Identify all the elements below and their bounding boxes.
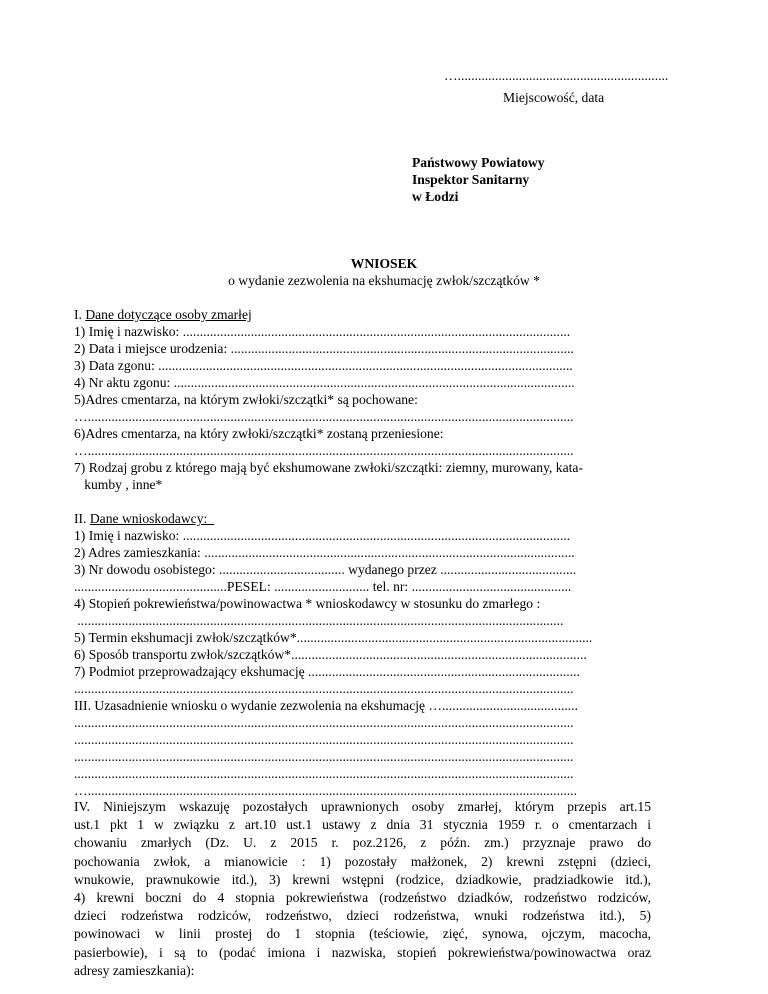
s2-line: 5) Termin ekshumacji zwłok/szczątków*....................................................................................... xyxy=(74,630,593,645)
document-title: WNIOSEK xyxy=(350,256,418,271)
s1-line: 5)Adres cmentarza, na którym zwłoki/szczątki* są pochowane: xyxy=(74,392,418,407)
s3-line: ................................................................................................................................................... xyxy=(74,766,574,781)
section-4-paragraph xyxy=(74,798,651,980)
s1-line: 7) Rodzaj grobu z którego mają być ekshumowane zwłoki/szczątki: ziemny, murowany, kata- xyxy=(74,460,583,475)
s4-line: adresy zamieszkania): xyxy=(74,962,195,978)
s4-line: 4) krewni boczni do 4 stopnia pokrewieństwa (rodzeństwo dziadków, rodzeństwo rodziców, xyxy=(74,890,651,906)
s4-line: pasierbowie), i są to (podać imiona i nazwiska, stopień pokrewieństwa/powinowactwa oraz xyxy=(74,944,651,960)
s3-heading-line: III. Uzasadnienie wniosku o wydanie zezwolenia na ekshumację …........................................ xyxy=(74,698,578,713)
s1-line: kumby , inne* xyxy=(74,477,163,492)
place-date-label: Miejscowość, data xyxy=(503,90,605,105)
s2-line: ............................................................................................................................................... xyxy=(74,613,564,628)
s3-line: ................................................................................................................................................... xyxy=(74,749,574,764)
s2-line: .............................................PESEL: ............................ tel. nr: ............................................... xyxy=(74,579,572,594)
s4-line: dzieci rodzeństwa rodziców, rodzeństwo, dzieci rodzeństwa, wnuki rodzeństwa itd.), 5) xyxy=(74,908,651,924)
s1-line: 3) Data zgonu: .......................................................................................................................... xyxy=(74,358,573,373)
s2-line: 1) Imię i nazwisko: .................................................................................................................. xyxy=(74,528,571,543)
section-1-heading xyxy=(74,306,252,323)
section-2-heading xyxy=(74,510,214,527)
s1-line: …............................................................................................................................................... xyxy=(74,443,574,458)
s2-line: 4) Stopień pokrewieństwa/powinowactwa * wnioskodawcy w stosunku do zmarłego : xyxy=(74,596,541,611)
s4-line: chowaniu zmarłych (Dz. U. z 2015 r. poz.2126, z późn. zm.) przyznaje prawo do xyxy=(74,835,651,851)
s2-line: 3) Nr dowodu osobistego: ..................................... wydanego przez ........................................ xyxy=(74,562,577,577)
section-2-title: Dane wnioskodawcy: xyxy=(89,511,215,526)
recipient-line-2: Inspektor Sanitarny xyxy=(412,172,530,187)
document-subtitle: o wydanie zezwolenia na ekshumację zwłok/szczątków * xyxy=(228,273,540,288)
s1-line: …............................................................................................................................................... xyxy=(74,409,574,424)
s4-line: IV. Niniejszym wskazuję pozostałych uprawnionych osoby zmarłej, którym przepis art.15 xyxy=(74,799,651,814)
s4-line: powinowaci w linii prostej do 1 stopnia (teściowie, zięć, synowa, ojczym, macocha, xyxy=(74,926,651,942)
recipient-line-1: Państwowy Powiatowy xyxy=(412,155,545,170)
s2-line: 2) Adres zamieszkania: ............................................................................................................. xyxy=(74,545,575,560)
s4-line: wnukowie, prawnukowie itd.), 3) krewni wstępni (rodzice, dziadkowie, pradziadkowie itd.), xyxy=(74,871,651,887)
recipient-line-3: w Łodzi xyxy=(412,189,459,204)
place-date-dots: ….............................................................. xyxy=(444,68,669,83)
section-2-number: II. xyxy=(74,511,90,526)
s2-line: 7) Podmiot przeprowadzający ekshumację ................................................................................ xyxy=(74,664,580,679)
s3-line: …................................................................................................................................................ xyxy=(74,783,577,798)
s4-line: pochowania zwłok, a mianowicie : 1) pozostały małżonek, 2) krewni zstępni (dzieci, xyxy=(74,853,651,869)
s2-line: ................................................................................................................................................... xyxy=(74,681,574,696)
s4-line: ust.1 pkt 1 w związku z art.10 ust.1 ustawy z dnia 31 stycznia 1959 r. o cmentarzach i xyxy=(74,817,651,833)
s3-line: ................................................................................................................................................... xyxy=(74,732,574,747)
s2-line: 6) Sposób transportu zwłok/szczątków*....................................................................................... xyxy=(74,647,587,662)
s1-line: 4) Nr aktu zgonu: ...................................................................................................................... xyxy=(74,375,575,390)
s1-line: 1) Imię i nazwisko: .................................................................................................................. xyxy=(74,324,571,339)
s1-line: 6)Adres cmentarza, na który zwłoki/szczątki* zostaną przeniesione: xyxy=(74,426,444,441)
section-1-number: I. xyxy=(74,307,86,322)
section-1-title: Dane dotyczące osoby zmarłej xyxy=(85,307,252,322)
s1-line: 2) Data i miejsce urodzenia: ..................................................................................................... xyxy=(74,341,574,356)
s3-line: ................................................................................................................................................... xyxy=(74,715,574,730)
